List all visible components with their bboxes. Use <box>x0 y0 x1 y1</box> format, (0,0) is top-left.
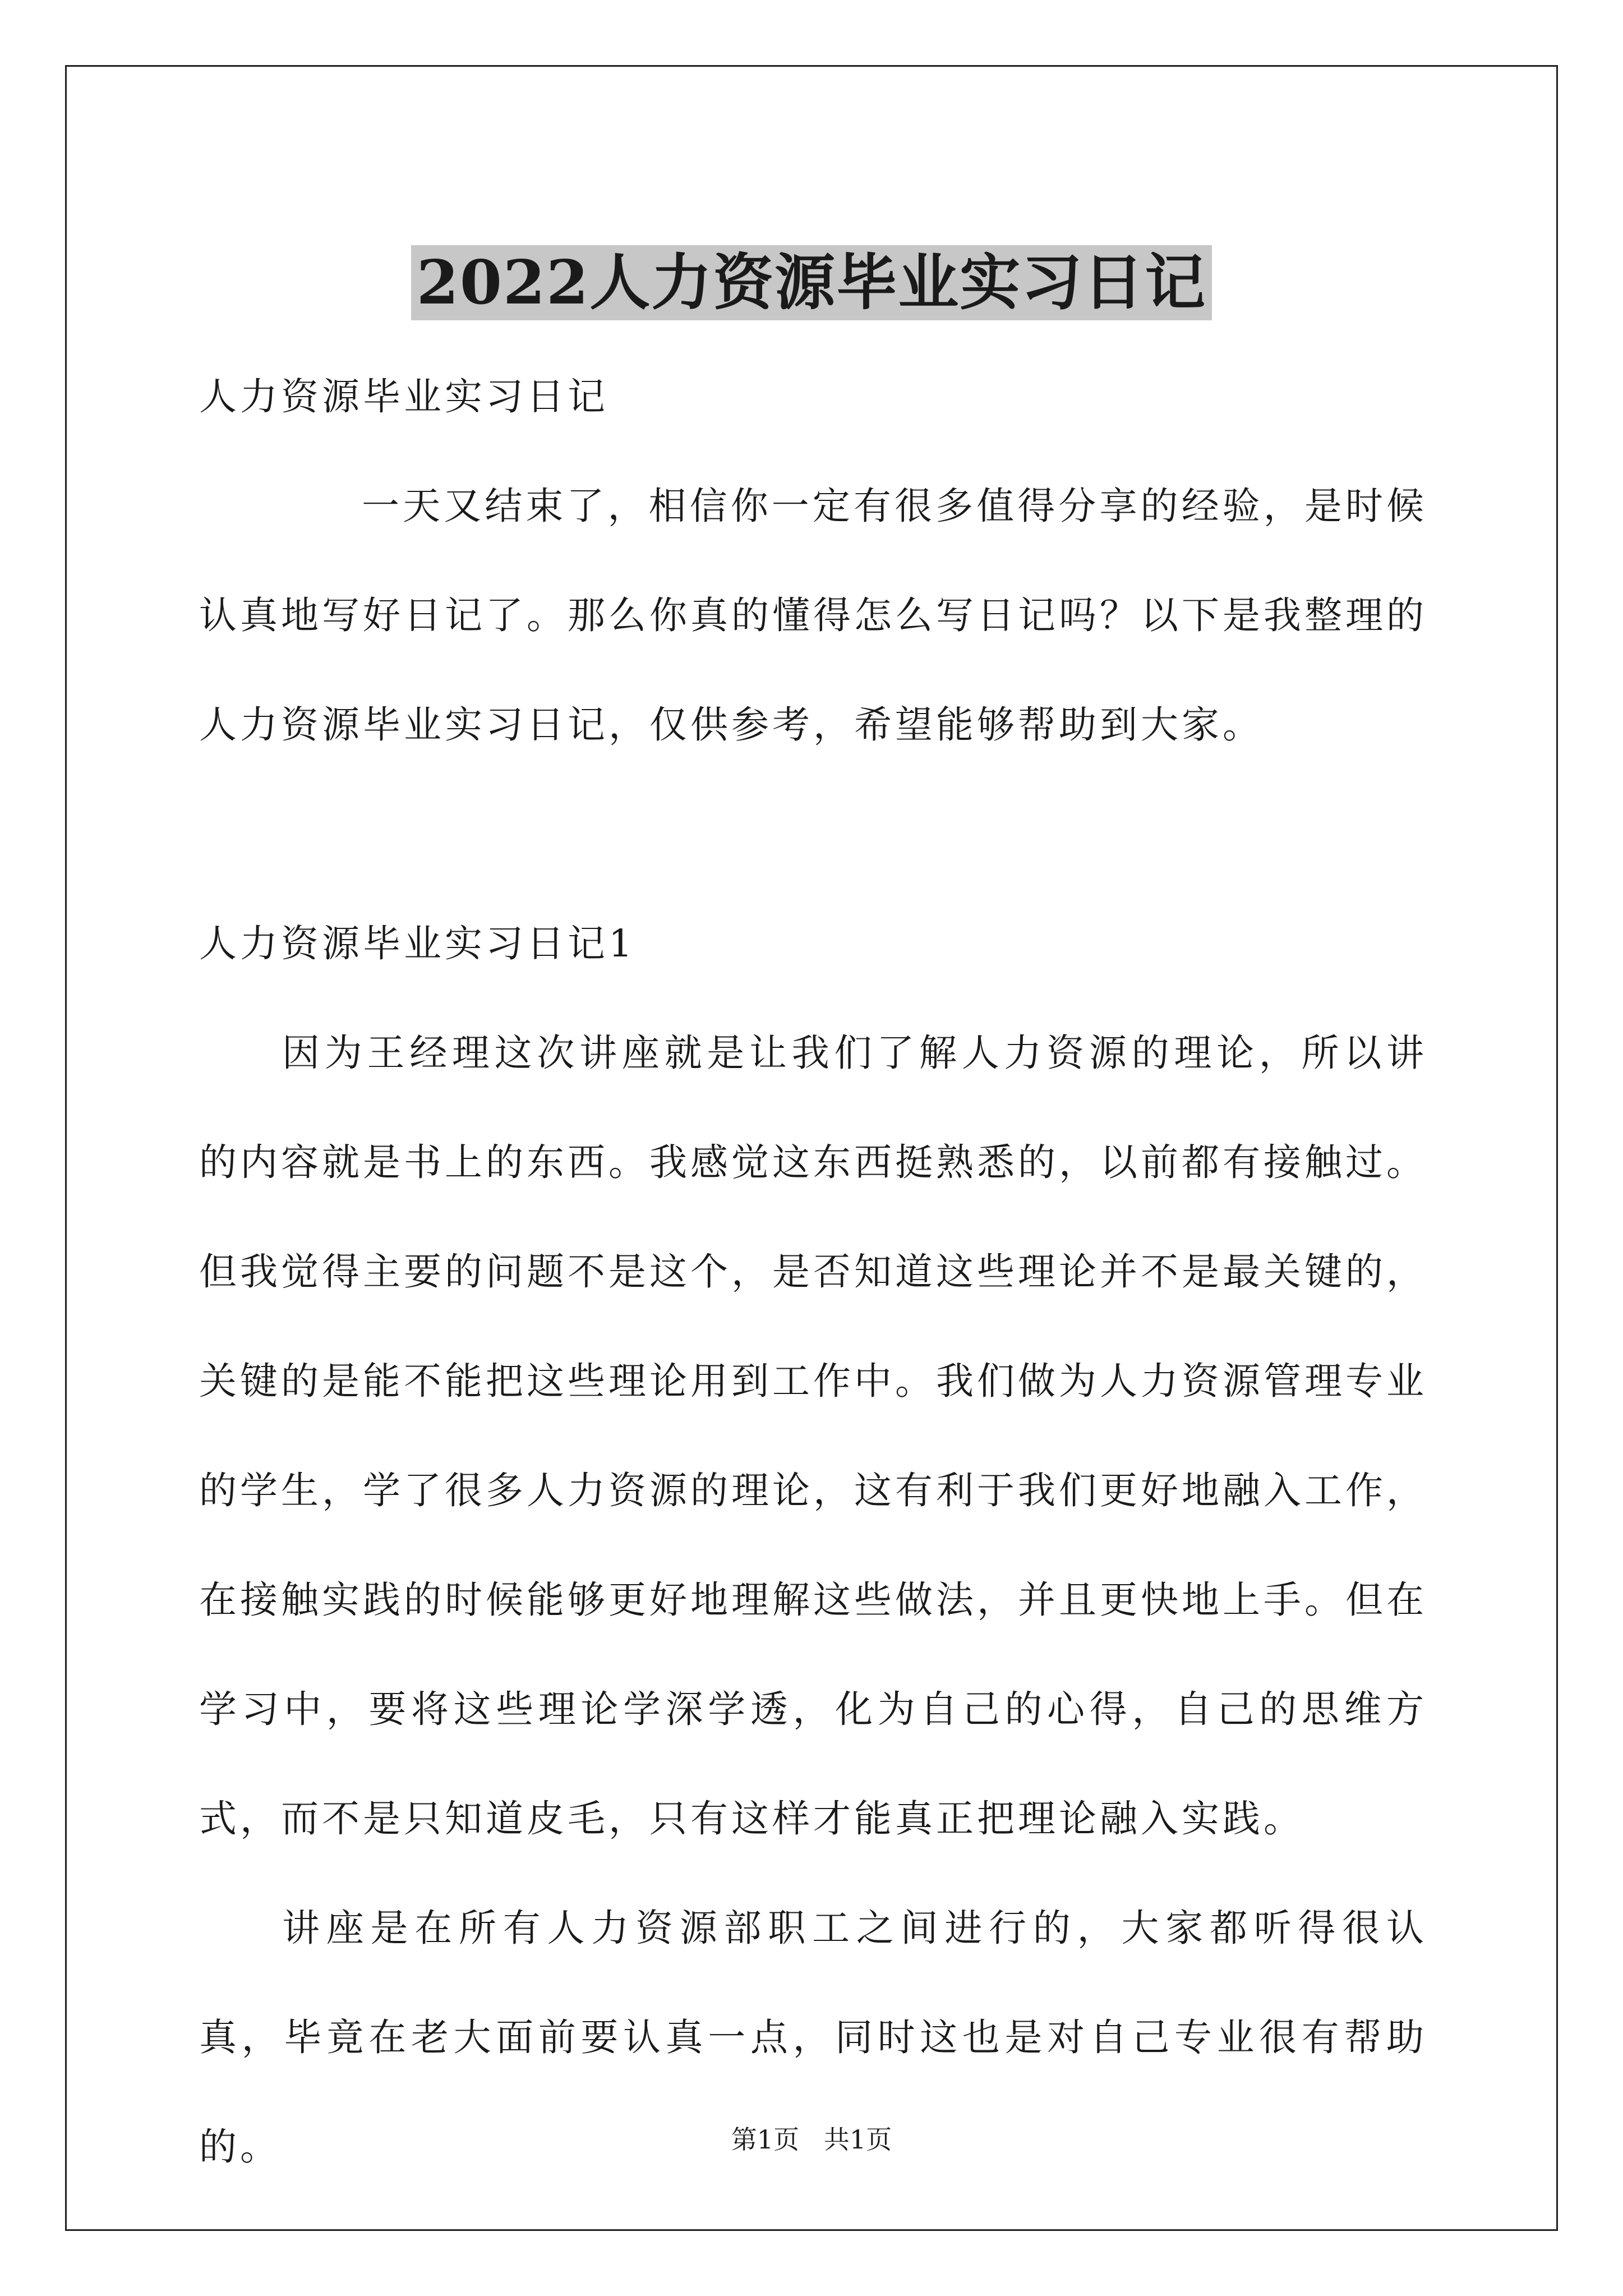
document-subtitle: 人力资源毕业实习日记 <box>199 375 608 418</box>
document-title-text: 2022人力资源毕业实习日记 <box>411 245 1212 320</box>
intro-paragraph: 一天又结束了，相信你一定有很多值得分享的经验，是时候认真地写好日记了。那么你真的懂得怎么写日记吗？以下是我整理的人力资源毕业实习日记，仅供参考，希望能够帮助到大家。 <box>199 484 1427 747</box>
body-paragraph-1: 因为王经理这次讲座就是让我们了解人力资源的理论，所以讲的内容就是书上的东西。我感觉这东西挺熟悉的，以前都有接触过。但我觉得主要的问题不是这个，是否知道这些理论并不是最关键的，关键的是能不能把这些理论用到工作中。我们做为人力资源管理专业的学生，学了很多人力资源的理论，这有利于我们更好地融入工作，在接触实践的时候能够更好地理解这些做法，并且更快地上手。但在学习中，要将这些理论学深学透，化为自己的心得，自己的思维方式，而不是只知道皮毛，只有这样才能真正把理论融入实践。 <box>199 1031 1427 1841</box>
document-title <box>0 243 1623 322</box>
page-footer: 第1页 共1页 <box>731 2124 892 2155</box>
paragraph-spacer <box>199 780 1427 889</box>
section-heading: 人力资源毕业实习日记1 <box>199 922 636 965</box>
body-paragraph-2: 讲座是在所有人力资源部职工之间进行的，大家都听得很认真，毕竟在老大面前要认真一点，同时这也是对自己专业很有帮助的。 <box>199 1906 1427 2169</box>
document-body <box>199 342 1427 2202</box>
